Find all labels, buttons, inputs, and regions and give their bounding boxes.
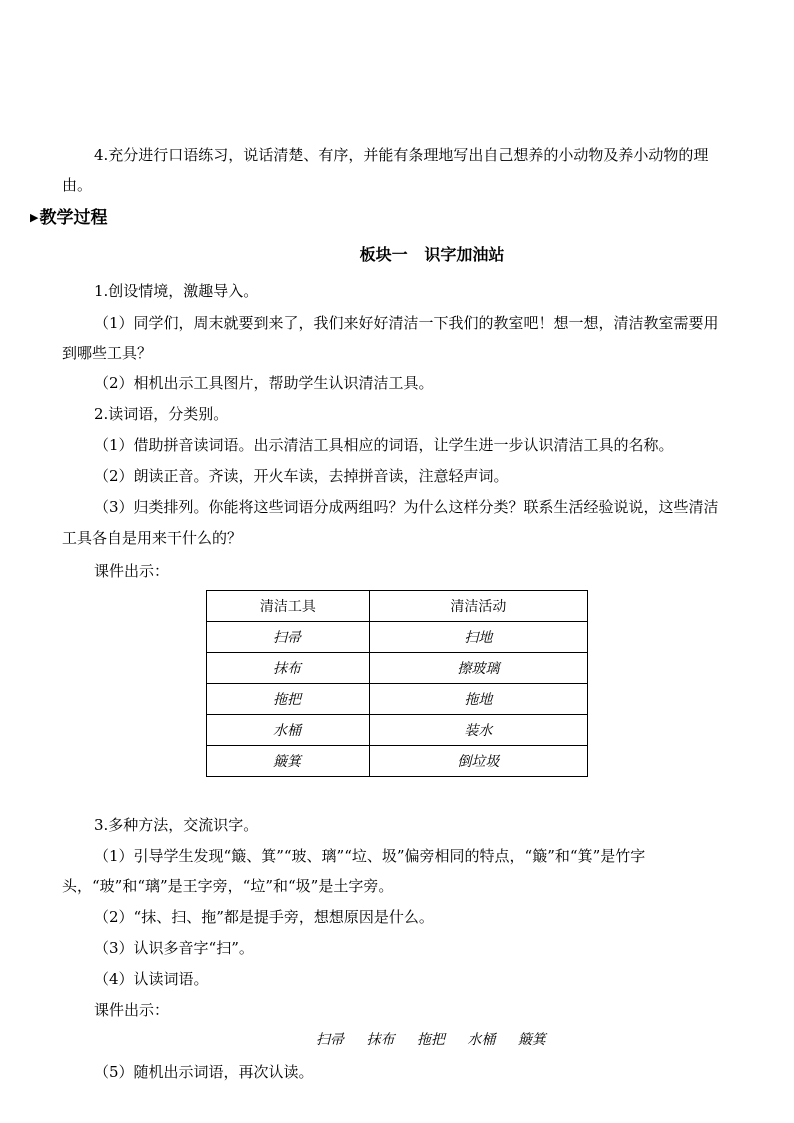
header-cleaning-activities: 清洁活动	[369, 591, 587, 622]
courseware-label-1: 课件出示：	[94, 562, 170, 580]
header-cleaning-tools: 清洁工具	[207, 591, 370, 622]
word-item: 拖把	[416, 1032, 445, 1048]
activity-cell: 拖地	[369, 684, 587, 715]
step-1-paragraph-1-line-2: 到哪些工具？	[62, 344, 153, 362]
step-3-paragraph-1-line-1: （1）引导学生发现“簸、箕”“玻、璃”“垃、圾”偏旁相同的特点，“簸”和“箕”是竹字	[94, 847, 646, 865]
table-row	[207, 715, 588, 746]
word-item: 抹布	[366, 1032, 395, 1048]
table-row	[207, 746, 588, 777]
courseware-label-2: 课件出示：	[94, 1001, 170, 1019]
step-1-paragraph-2: （2）相机出示工具图片，帮助学生认识清洁工具。	[94, 374, 434, 392]
step-2-title: 2.读词语，分类别。	[94, 405, 229, 423]
step-1-title: 1.创设情境，激趣导入。	[94, 282, 259, 300]
table-row	[207, 684, 588, 715]
teaching-process-title: 教学过程	[39, 208, 108, 228]
cleaning-words-table	[206, 590, 588, 777]
word-list	[316, 1030, 564, 1050]
activity-cell: 扫地	[369, 622, 587, 653]
table-row	[207, 622, 588, 653]
step-3-paragraph-2: （2）“抹、扫、拖”都是提手旁，想想原因是什么。	[94, 908, 434, 926]
step-3-paragraph-3: （3）认识多音字“扫”。	[94, 939, 254, 957]
word-item: 水桶	[467, 1032, 496, 1048]
objective-4-line-2: 由。	[62, 176, 93, 194]
triangle-marker-icon: ▶	[30, 211, 39, 224]
tool-cell: 拖把	[207, 684, 370, 715]
objective-4-line-1: 4.充分进行口语练习，说话清楚、有序，并能有条理地写出自己想养的小动物及养小动物的理	[94, 146, 709, 164]
table-header-row	[207, 591, 588, 622]
step-1-paragraph-1-line-1: （1）同学们，周末就要到来了，我们来好好清洁一下我们的教室吧！想一想，清洁教室需要用	[94, 314, 719, 332]
section-title: 板块一 识字加油站	[359, 245, 505, 264]
step-2-paragraph-3-line-1: （3）归类排列。你能将这些词语分成两组吗？为什么这样分类？联系生活经验说说，这些清洁	[94, 498, 719, 516]
teaching-process-heading	[30, 207, 107, 229]
activity-cell: 擦玻璃	[369, 653, 587, 684]
step-2-paragraph-3-line-2: 工具各自是用来干什么的？	[62, 529, 243, 547]
tool-cell: 扫帚	[207, 622, 370, 653]
word-item: 扫帚	[316, 1032, 344, 1048]
step-2-paragraph-2: （2）朗读正音。齐读，开火车读，去掉拼音读，注意轻声词。	[94, 467, 509, 485]
step-3-paragraph-4: （4）认读词语。	[94, 970, 209, 988]
step-2-paragraph-1: （1）借助拼音读词语。出示清洁工具相应的词语，让学生进一步认识清洁工具的名称。	[94, 436, 674, 454]
tool-cell: 抹布	[207, 653, 370, 684]
step-3-paragraph-1-line-2: 头，“玻”和“璃”是王字旁，“垃”和“圾”是土字旁。	[62, 877, 394, 895]
tool-cell: 簸箕	[207, 746, 370, 777]
tool-cell: 水桶	[207, 715, 370, 746]
step-3-paragraph-5: （5）随机出示词语，再次认读。	[94, 1063, 314, 1081]
step-3-title: 3.多种方法，交流识字。	[94, 816, 259, 834]
activity-cell: 倒垃圾	[369, 746, 587, 777]
table-row	[207, 653, 588, 684]
activity-cell: 装水	[369, 715, 587, 746]
word-item: 簸箕	[517, 1032, 546, 1048]
